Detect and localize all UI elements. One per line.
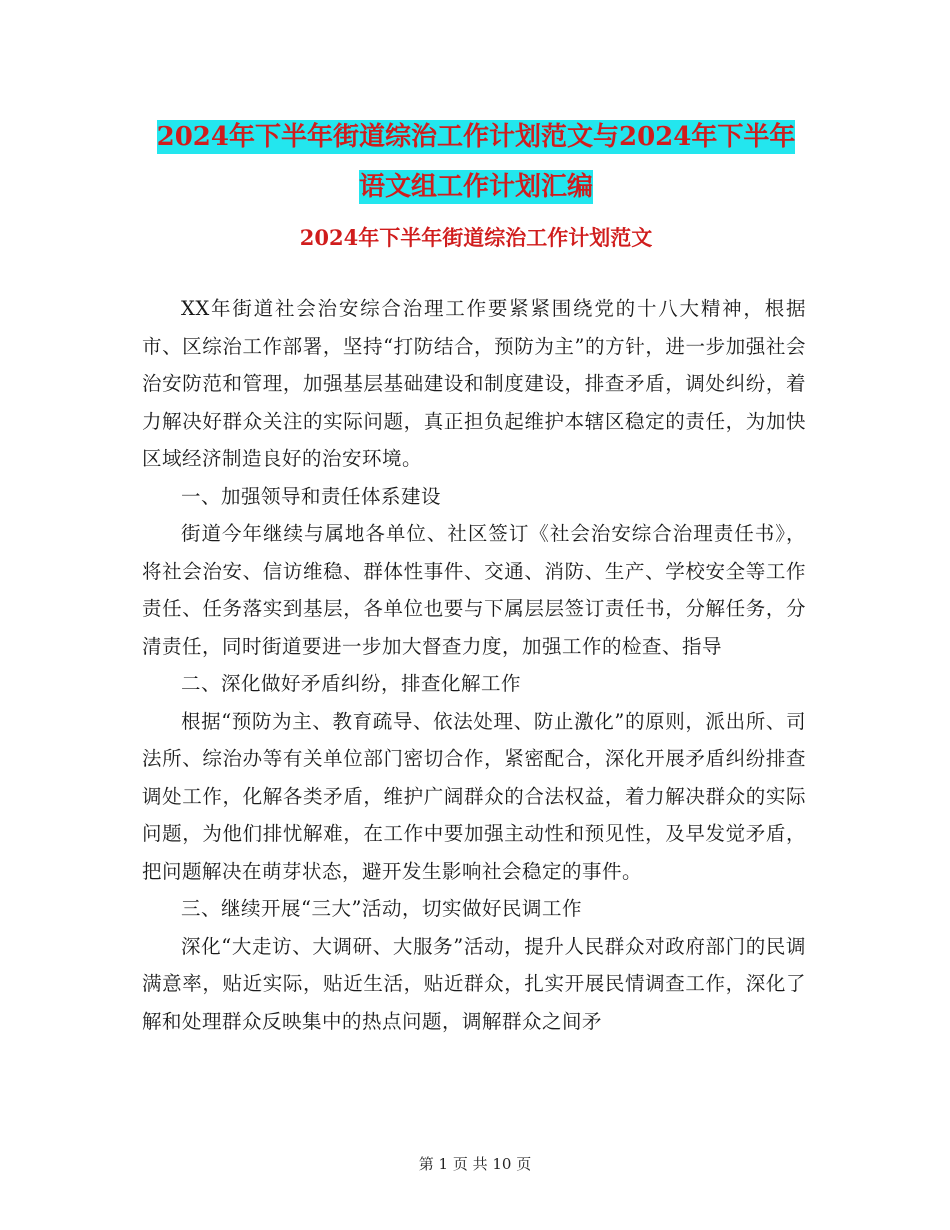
title-line-1: 2024年下半年街道综治工作计划范文与2024年下半年 bbox=[156, 122, 796, 152]
title-line-2: 语文组工作计划汇编 bbox=[358, 172, 593, 202]
paragraph-1: 街道今年继续与属地各单位、社区签订《社会治安综合治理责任书》，将社会治安、信访维稳、群体性事件、交通、消防、生产、学校安全等工作责任、任务落实到基层，各单位也要与下属层层签订责任书，分解任务，分清责任，同时街道要进一步加大督查力度，加强工作的检查、指导 bbox=[142, 522, 806, 658]
heading-3: 三、继续开展“三大”活动，切实做好民调工作 bbox=[181, 897, 582, 920]
intro-paragraph: XX年街道社会治安综合治理工作要紧紧围绕党的十八大精神，根据市、区综治工作部署，坚持“打防结合，预防为主”的方针，进一步加强社会治安防范和管理，加强基层基础建设和制度建设，排查矛盾，调处纠纷，着力解决好群众关注的实际问题，真正担负起维护本辖区稳定的责任，为加快区域经济制造良好的治安环境。 bbox=[142, 297, 806, 470]
section-title: 2024年下半年街道综治工作计划范文 bbox=[299, 225, 653, 250]
page-footer: 第 1 页 共 10 页 bbox=[418, 1155, 532, 1173]
document-body bbox=[142, 290, 806, 1040]
heading-2: 二、深化做好矛盾纠纷，排查化解工作 bbox=[181, 672, 522, 695]
paragraph-3: 深化“大走访、大调研、大服务”活动，提升人民群众对政府部门的民调满意率，贴近实际，贴近生活，贴近群众，扎实开展民情调查工作，深化了解和处理群众反映集中的热点问题，调解群众之间矛 bbox=[142, 934, 806, 1033]
heading-1: 一、加强领导和责任体系建设 bbox=[181, 484, 442, 508]
document-title bbox=[140, 112, 812, 212]
paragraph-2: 根据“预防为主、教育疏导、依法处理、防止激化”的原则，派出所、司法所、综治办等有关单位部门密切合作，紧密配合，深化开展矛盾纠纷排查调处工作，化解各类矛盾，维护广阔群众的合法权益，着力解决群众的实际问题，为他们排忧解难，在工作中要加强主动性和预见性，及早发觉矛盾，把问题解决在萌芽状态，避开发生影响社会稳定的事件。 bbox=[142, 709, 806, 883]
